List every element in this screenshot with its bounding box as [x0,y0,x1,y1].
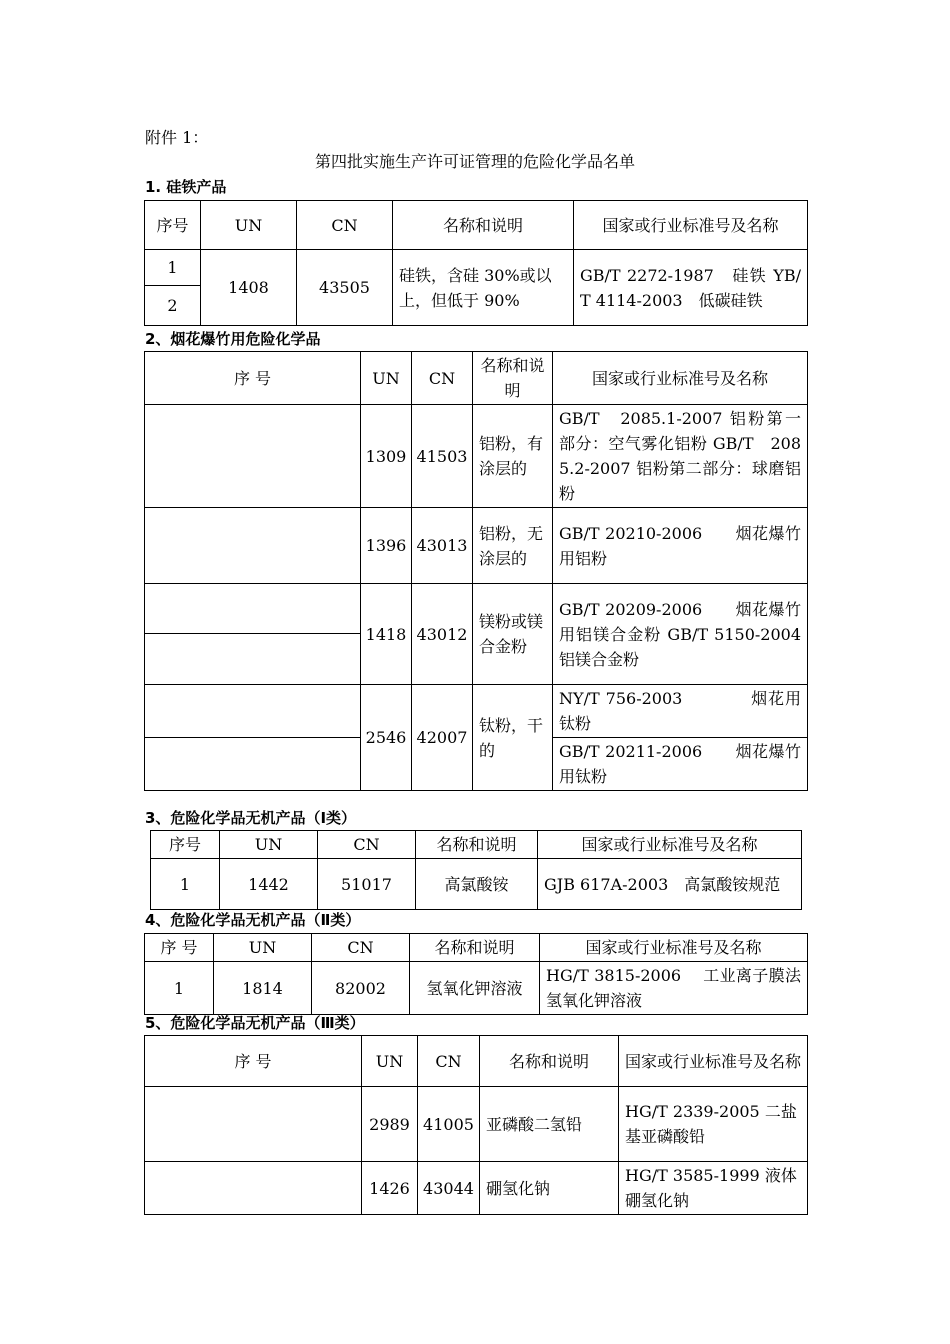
header-no: 序 号 [145,352,361,405]
cell-standard: HG/T 3585-1999 液体硼氢化钠 [619,1162,808,1215]
cell-no [145,738,361,791]
cell-un: 1426 [362,1162,418,1215]
table-row [145,962,808,1015]
cell-no [145,584,361,634]
header-no: 序 号 [145,1036,362,1087]
header-name: 名称和说明 [480,1036,619,1087]
table-header-row [145,352,808,405]
cell-name: 氢氧化钾溶液 [410,962,540,1015]
cell-cn: 42007 [412,685,473,791]
section-heading-3: 3、危险化学品无机产品（Ⅰ类） [145,809,357,827]
cell-standard: GB/T 20211-2006 烟花爆竹用钛粉 [553,738,808,791]
cell-un: 2546 [361,685,412,791]
header-standard: 国家或行业标准号及名称 [538,831,802,859]
header-un: UN [214,934,312,962]
table-header-row [145,1036,808,1087]
document-title: 第四批实施生产许可证管理的危险化学品名单 [314,152,635,171]
header-un: UN [220,831,318,859]
cell-name: 硼氢化钠 [480,1162,619,1215]
cell-standard: HG/T 3815-2006 工业离子膜法氢氧化钾溶液 [540,962,808,1015]
cell-standard: GB/T 20209-2006 烟花爆竹用铝镁合金粉 GB/T 5150-2004 铝镁合金粉 [553,584,808,685]
header-cn: CN [312,934,410,962]
table-row [145,1162,808,1215]
cell-cn: 41503 [412,405,473,508]
cell-cn: 41005 [418,1087,480,1162]
table-row [145,685,808,738]
header-un: UN [362,1036,418,1087]
cell-un: 1418 [361,584,412,685]
cell-cn: 43044 [418,1162,480,1215]
table-header-row [151,831,802,859]
cell-standard: GJB 617A-2003 高氯酸铵规范 [538,859,802,910]
header-cn: CN [418,1036,480,1087]
cell-standard: NY/T 756-2003 烟花用钛粉 [553,685,808,738]
cell-standard: GB/T 20210-2006 烟花爆竹用铝粉 [553,508,808,584]
cell-no: 1 [145,250,201,286]
header-cn: CN [297,201,393,250]
cell-name: 高氯酸铵 [416,859,538,910]
section-heading-4: 4、危险化学品无机产品（Ⅱ类） [145,911,361,929]
cell-name: 钛粉，干的 [473,685,553,791]
table-ferrosilicon [144,200,808,326]
table-row [145,584,808,634]
header-un: UN [361,352,412,405]
cell-name: 铝粉，有涂层的 [473,405,553,508]
cell-cn: 43013 [412,508,473,584]
header-standard: 国家或行业标准号及名称 [619,1036,808,1087]
cell-no [145,1087,362,1162]
table-inorganic-class-2 [144,933,808,1015]
cell-no: 2 [145,286,201,326]
attachment-label: 附件 1： [145,128,209,147]
cell-un: 1442 [220,859,318,910]
cell-no [145,634,361,685]
header-cn: CN [412,352,473,405]
header-name: 名称和说明 [473,352,553,405]
table-header-row [145,201,808,250]
cell-no [145,405,361,508]
section-heading-5: 5、危险化学品无机产品（Ⅲ类） [145,1014,365,1032]
cell-cn: 43505 [297,250,393,326]
cell-standard: GB/T 2085.1-2007 铝粉第一部分：空气雾化铝粉 GB/T 2085.2-2007 铝粉第二部分：球磨铝粉 [553,405,808,508]
table-fireworks-chemicals [144,351,850,791]
table-header-row [145,934,808,962]
header-cn: CN [318,831,416,859]
table-row [145,405,808,508]
cell-no [145,685,361,738]
header-standard: 国家或行业标准号及名称 [540,934,808,962]
header-no: 序号 [145,201,201,250]
header-no: 序 号 [145,934,214,962]
cell-name: 镁粉或镁合金粉 [473,584,553,685]
cell-standard: GB/T 2272-1987 硅铁 YB/T 4114-2003 低碳硅铁 [574,250,808,326]
table-row [145,1087,808,1162]
section-heading-1: 1. 硅铁产品 [145,178,227,196]
cell-no: 1 [145,962,214,1015]
cell-no [145,508,361,584]
table-row [145,508,808,584]
cell-cn: 51017 [318,859,416,910]
header-standard: 国家或行业标准号及名称 [574,201,808,250]
table-row [145,250,808,286]
cell-no: 1 [151,859,220,910]
cell-name: 硅铁，含硅 30%或以上，但低于 90% [393,250,574,326]
cell-un: 1814 [214,962,312,1015]
header-name: 名称和说明 [410,934,540,962]
cell-un: 2989 [362,1087,418,1162]
header-name: 名称和说明 [393,201,574,250]
header-standard: 国家或行业标准号及名称 [553,352,808,405]
table-inorganic-class-3 [144,1035,808,1215]
cell-cn: 82002 [312,962,410,1015]
cell-un: 1309 [361,405,412,508]
cell-name: 亚磷酸二氢铅 [480,1087,619,1162]
cell-name: 铝粉，无涂层的 [473,508,553,584]
header-no: 序号 [151,831,220,859]
cell-no [145,1162,362,1215]
cell-un: 1396 [361,508,412,584]
cell-un: 1408 [201,250,297,326]
cell-cn: 43012 [412,584,473,685]
header-un: UN [201,201,297,250]
cell-standard: HG/T 2339-2005 二盐基亚磷酸铅 [619,1087,808,1162]
table-row [151,859,802,910]
table-inorganic-class-1 [150,830,802,910]
section-heading-2: 2、烟花爆竹用危险化学品 [145,330,321,348]
header-name: 名称和说明 [416,831,538,859]
